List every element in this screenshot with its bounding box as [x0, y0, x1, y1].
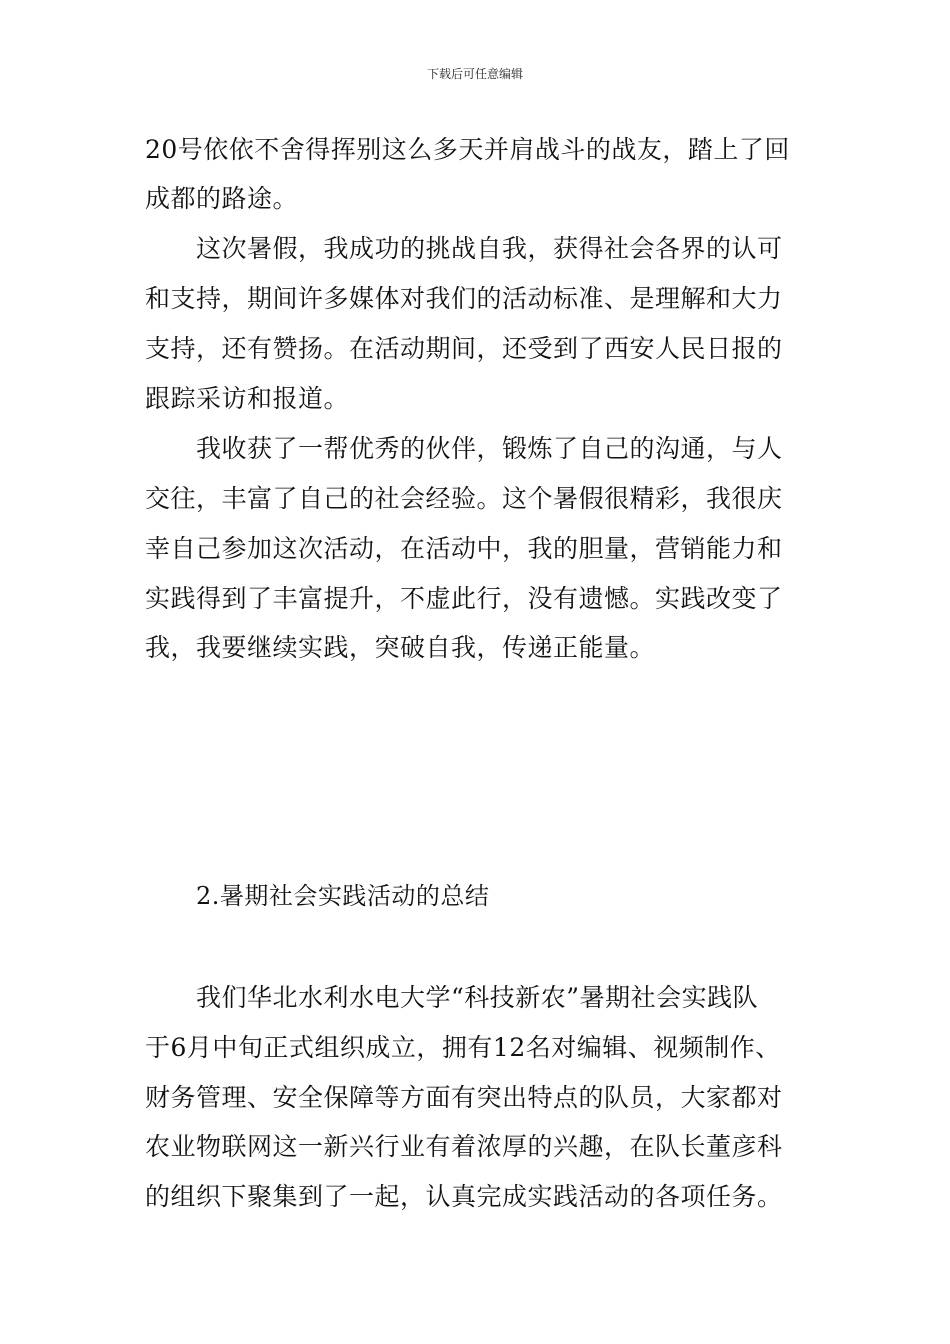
paragraph-2-line-3: 支持，还有赞扬。在活动期间，还受到了西安人民日报的 — [145, 334, 783, 363]
paragraph-1-line-1: 20号依依不舍得挥别这么多天并肩战斗的战友，踏上了回 — [145, 135, 790, 164]
paragraph-2-line-1: 这次暑假，我成功的挑战自我，获得社会各界的认可 — [196, 234, 783, 263]
section-paragraph-line-2: 于6月中旬正式组织成立，拥有12名对编辑、视频制作、 — [145, 1033, 781, 1062]
page-header-text: 下载后可任意编辑 — [426, 67, 523, 81]
section-paragraph-line-3: 财务管理、安全保障等方面有突出特点的队员，大家都对 — [145, 1083, 783, 1112]
paragraph-1-line-2: 成都的路途。 — [145, 184, 299, 213]
paragraph-2-line-2: 和支持，期间许多媒体对我们的活动标准、是理解和大力 — [145, 284, 783, 313]
section-paragraph-line-4: 农业物联网这一新兴行业有着浓厚的兴趣，在队长董彦科 — [145, 1132, 783, 1161]
paragraph-2-line-4: 跟踪采访和报道。 — [145, 384, 350, 413]
paragraph-3-line-3: 幸自己参加这次活动，在活动中，我的胆量，营销能力和 — [145, 534, 783, 563]
paragraph-3-line-4: 实践得到了丰富提升，不虚此行，没有遗憾。实践改变了 — [145, 584, 783, 613]
paragraph-3-line-1: 我收获了一帮优秀的伙伴，锻炼了自己的沟通，与人 — [196, 434, 783, 463]
paragraph-3-line-2: 交往，丰富了自己的社会经验。这个暑假很精彩，我很庆 — [145, 484, 783, 513]
section-heading: 2.暑期社会实践活动的总结 — [196, 882, 490, 910]
section-paragraph-line-5: 的组织下聚集到了一起，认真完成实践活动的各项任务。 — [145, 1182, 783, 1211]
section-paragraph-line-1: 我们华北水利水电大学“科技新农”暑期社会实践队 — [196, 983, 759, 1012]
paragraph-3-line-5: 我，我要继续实践，突破自我，传递正能量。 — [145, 633, 656, 662]
